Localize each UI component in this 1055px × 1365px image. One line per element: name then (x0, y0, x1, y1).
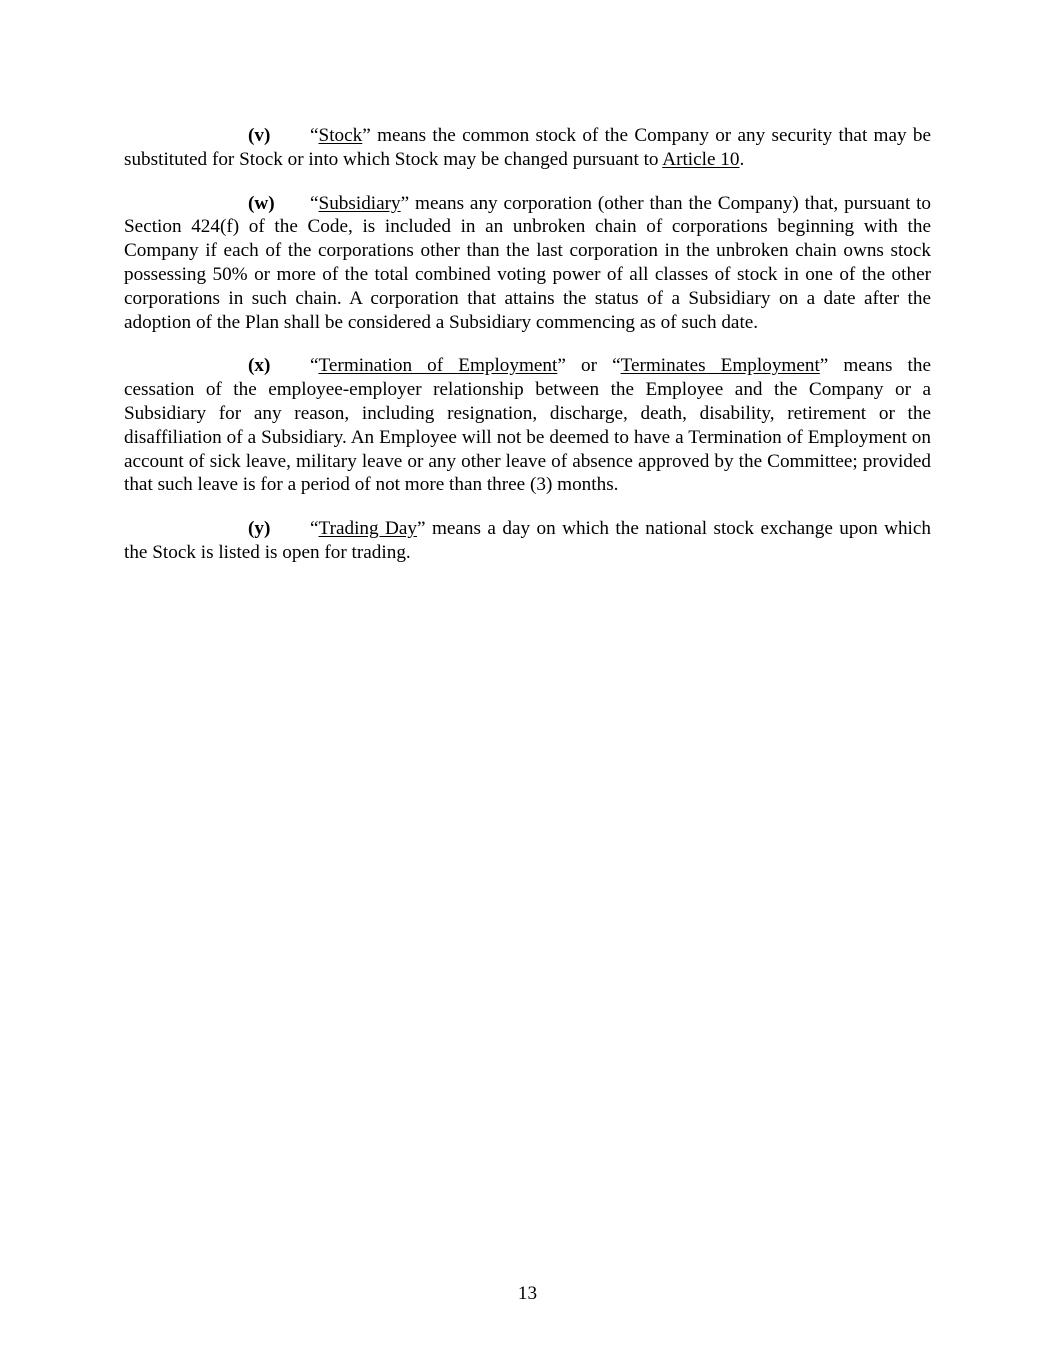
definition-x (124, 354, 931, 497)
article-reference: Article 10 (662, 148, 740, 170)
definition-text: means the cessation of the employee-employer relationship between the Employee and the Company or a Subsidiary for any reason, including resignation, discharge, death, disability, retirement or the disaffiliation of a Subsidiary. An Employee will not be deemed to have a Termination of Employment on account of sick leave, military leave or any other leave of absence approved by the Committee; provided that such leave is for a period of not more than three (3) months. (124, 355, 931, 496)
document-body (124, 124, 931, 585)
definition-text: means any corporation (other than the Company) that, pursuant to Section 424(f) of the Code, is included in an unbroken chain of corporations beginning with the Company if each of the corporations other than the last corporation in the unbroken chain owns stock possessing 50% or more of the total combined voting power of all classes of stock in one of the other corporations in such chain. A corporation that attains the status of a Subsidiary on a date after the adoption of the Plan shall be considered a Subsidiary commencing as of such date. (124, 192, 931, 333)
definition-y (124, 517, 931, 565)
close-quote: ” (362, 125, 371, 146)
definition-letter: (w) (248, 192, 275, 214)
defined-term: Trading Day (318, 518, 417, 540)
definition-letter: (v) (248, 125, 271, 146)
definition-letter: (y) (248, 518, 271, 540)
open-quote: “ (310, 518, 319, 540)
open-quote: “ (310, 355, 319, 377)
definition-v (124, 124, 931, 172)
close-quote: ” (400, 192, 410, 214)
close-quote: ” (417, 518, 426, 540)
open-quote: “ (310, 192, 319, 214)
definition-text-end: . (739, 148, 745, 170)
open-quote: “ (310, 125, 319, 146)
defined-term-alt: Terminates Employment (620, 355, 820, 377)
quote-separator: ” or “ (557, 355, 621, 377)
definition-text: means a day on which the national stock exchange upon which the Stock is listed is open for trading. (124, 518, 932, 563)
defined-term: Stock (318, 125, 363, 146)
definition-text: means the common stock of the Company or any security that may be substituted for Stock or into which Stock may be changed pursuant to (124, 125, 931, 170)
defined-term: Termination of Employment (318, 355, 558, 377)
close-quote: ” (819, 355, 829, 377)
defined-term: Subsidiary (318, 192, 401, 214)
definition-w (124, 192, 931, 335)
definition-letter: (x) (248, 355, 271, 377)
page-number: 13 (517, 1283, 538, 1304)
